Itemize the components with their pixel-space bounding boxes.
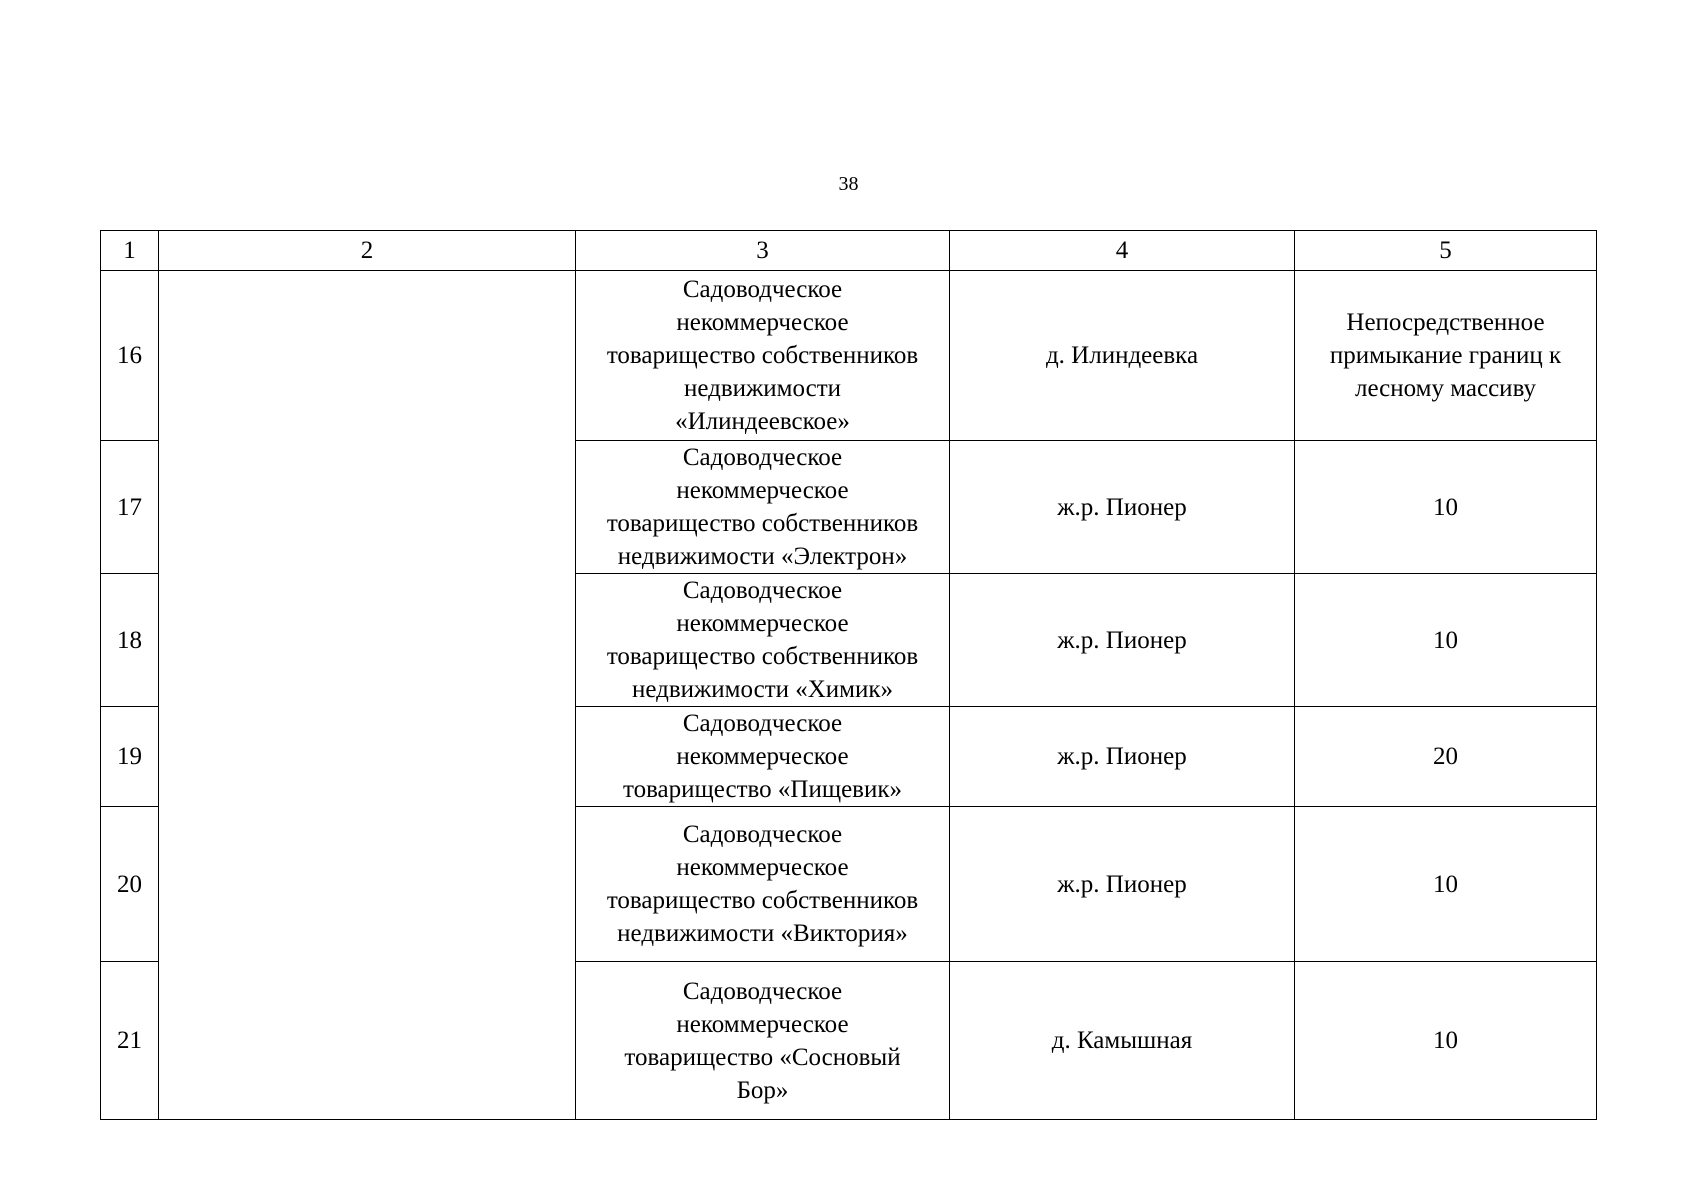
data-table xyxy=(100,230,1597,1120)
location-cell: д. Камышная xyxy=(950,962,1295,1120)
organization-line: Садоводческое xyxy=(682,444,843,471)
table-row xyxy=(101,271,1597,441)
organization-cell xyxy=(576,807,950,962)
value-cell xyxy=(1295,707,1597,807)
organization-line: недвижимости «Электрон» xyxy=(617,543,908,570)
organization-line: недвижимости «Виктория» xyxy=(617,920,908,947)
organization-line: Бор» xyxy=(736,1076,789,1104)
column-header: 2 xyxy=(159,231,576,271)
merged-empty-cell xyxy=(159,271,576,1120)
row-number: 17 xyxy=(101,441,159,574)
value-cell xyxy=(1295,441,1597,574)
organization-line: товарищество собственников xyxy=(606,643,919,670)
organization-cell xyxy=(576,441,950,574)
value-line: 10 xyxy=(1433,870,1458,898)
value-line: 10 xyxy=(1433,493,1458,521)
column-header: 1 xyxy=(101,231,159,271)
organization-line: «Илиндеевское» xyxy=(675,408,850,435)
organization-line: товарищество собственников xyxy=(606,342,919,369)
location-cell: ж.р. Пионер xyxy=(950,441,1295,574)
location-cell: ж.р. Пионер xyxy=(950,807,1295,962)
organization-line: недвижимости «Химик» xyxy=(631,676,894,703)
row-number: 21 xyxy=(101,962,159,1120)
organization-line: товарищество «Сосновый xyxy=(624,1043,901,1071)
value-cell xyxy=(1295,962,1597,1120)
row-number: 20 xyxy=(101,807,159,962)
location-cell: д. Илиндеевка xyxy=(950,271,1295,441)
organization-line: некоммерческое xyxy=(676,610,849,637)
organization-cell xyxy=(576,707,950,807)
organization-line: Садоводческое xyxy=(682,276,843,303)
organization-line: некоммерческое xyxy=(676,854,849,881)
organization-line: некоммерческое xyxy=(676,477,849,504)
organization-line: некоммерческое xyxy=(676,309,849,336)
location-cell: ж.р. Пионер xyxy=(950,574,1295,707)
value-line: лесному массиву xyxy=(1354,375,1537,402)
value-cell xyxy=(1295,271,1597,441)
organization-line: некоммерческое xyxy=(676,1010,849,1038)
organization-cell xyxy=(576,271,950,441)
organization-cell xyxy=(576,574,950,707)
organization-line: товарищество «Пищевик» xyxy=(622,776,903,803)
value-cell xyxy=(1295,807,1597,962)
organization-line: товарищество собственников xyxy=(606,887,919,914)
value-line: примыкание границ к xyxy=(1329,342,1562,369)
page-number: 38 xyxy=(838,173,859,195)
value-line: 10 xyxy=(1433,626,1458,654)
column-header: 3 xyxy=(576,231,950,271)
value-line: Непосредственное xyxy=(1346,309,1545,336)
organization-line: недвижимости xyxy=(683,375,842,402)
location-cell: ж.р. Пионер xyxy=(950,707,1295,807)
value-cell xyxy=(1295,574,1597,707)
column-header: 5 xyxy=(1295,231,1597,271)
row-number: 16 xyxy=(101,271,159,441)
row-number: 18 xyxy=(101,574,159,707)
table-header-row xyxy=(101,231,1597,271)
organization-cell xyxy=(576,962,950,1120)
organization-line: Садоводческое xyxy=(682,577,843,604)
column-header: 4 xyxy=(950,231,1295,271)
organization-line: некоммерческое xyxy=(676,743,849,770)
organization-line: Садоводческое xyxy=(682,977,843,1005)
organization-line: Садоводческое xyxy=(682,821,843,848)
value-line: 10 xyxy=(1433,1027,1458,1054)
organization-line: Садоводческое xyxy=(682,710,843,737)
organization-line: товарищество собственников xyxy=(606,510,919,537)
row-number: 19 xyxy=(101,707,159,807)
value-line: 20 xyxy=(1433,743,1458,770)
